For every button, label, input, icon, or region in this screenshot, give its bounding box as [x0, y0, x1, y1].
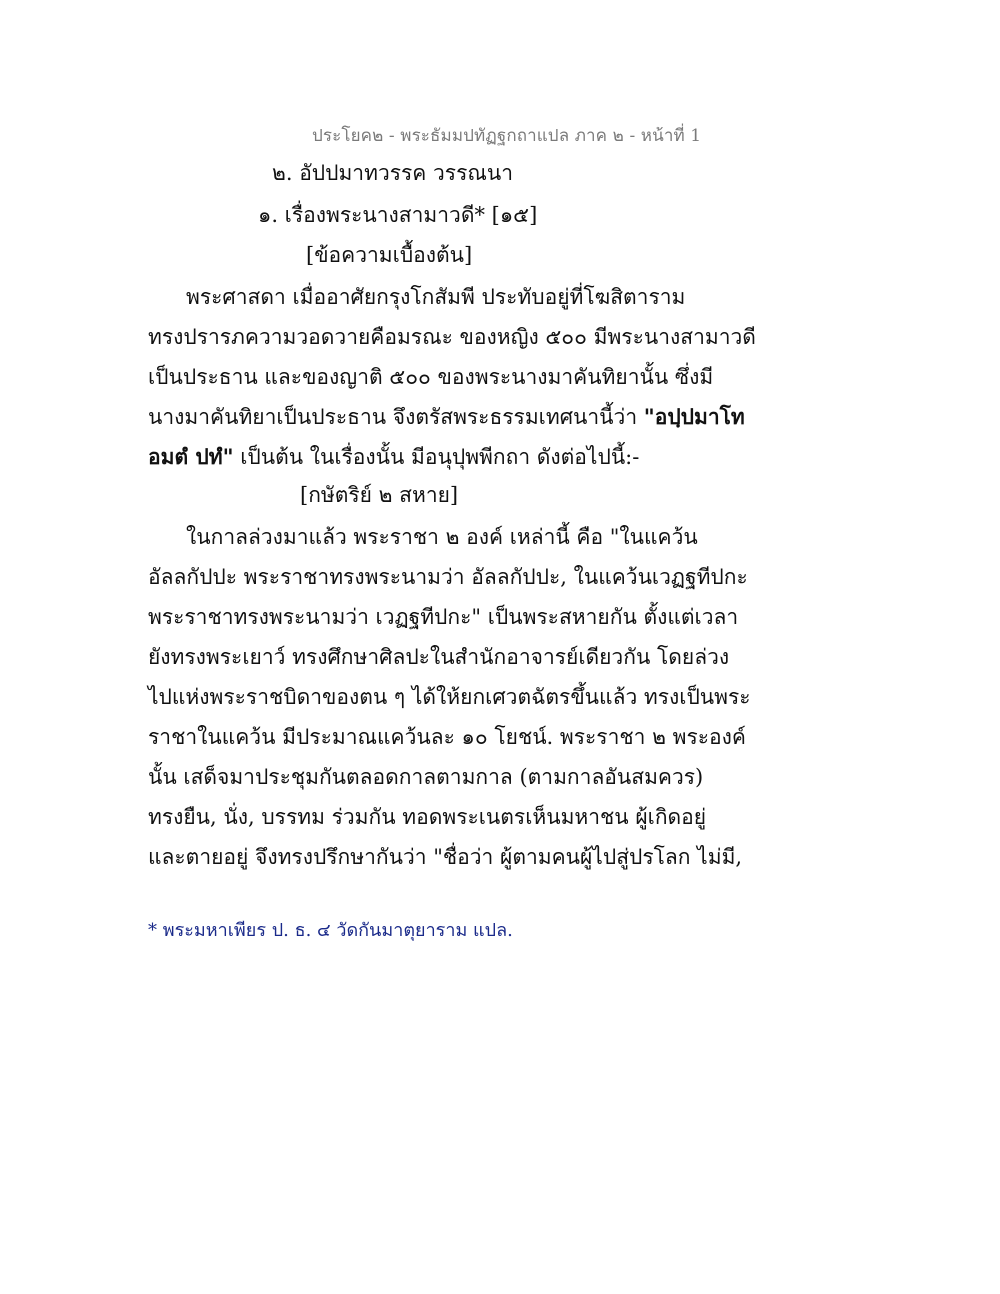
- paragraph-line: พระราชาทรงพระนามว่า เวฏฐทีปกะ" เป็นพระสหายกัน ตั้งแต่เวลา: [148, 605, 739, 629]
- paragraph-line: ในกาลล่วงมาแล้ว พระราชา ๒ องค์ เหล่านี้ คือ "ในแคว้น: [186, 525, 698, 549]
- pali-quote: อมตํ ปทํ": [148, 444, 234, 469]
- chapter-title: ๒. อัปปมาทวรรค วรรณนา: [272, 161, 513, 185]
- section-heading-kings: [กษัตริย์ ๒ สหาย]: [300, 483, 459, 507]
- paragraph-line: ยังทรงพระเยาว์ ทรงศึกษาศิลปะในสำนักอาจารย์เดียวกัน โดยล่วง: [148, 645, 730, 669]
- paragraph-line: เป็นประธาน และของญาติ ๕๐๐ ของพระนางมาคันทิยานั้น ซึ่งมี: [148, 365, 714, 389]
- paragraph-line: ราชาในแคว้น มีประมาณแคว้นละ ๑๐ โยชน์. พระราชา ๒ พระองค์: [148, 725, 746, 749]
- paragraph-text: เป็นต้น ในเรื่องนั้น มีอนุปุพพีกถา ดังต่อไปนี้:-: [233, 445, 640, 469]
- paragraph-line: [148, 442, 708, 472]
- paragraph-line: และตายอยู่ จึงทรงปรึกษากันว่า "ชื่อว่า ผู้ตามคนผู้ไปสู่ปรโลก ไม่มี,: [148, 845, 743, 869]
- pali-quote: "อปฺปมาโท: [643, 404, 745, 429]
- paragraph-line: ไปแห่งพระราชบิดาของตน ๆ ได้ให้ยกเศวตฉัตรขึ้นแล้ว ทรงเป็นพระ: [148, 685, 751, 709]
- paragraph-line: นั้น เสด็จมาประชุมกันตลอดกาลตามกาล (ตามกาลอันสมควร): [148, 765, 704, 789]
- footnote: * พระมหาเพียร ป. ธ. ๔ วัดกันมาตุยาราม แปล.: [148, 920, 513, 941]
- paragraph-line: ทรงยืน, นั่ง, บรรทม ร่วมกัน ทอดพระเนตรเห็นมหาชน ผู้เกิดอยู่: [148, 805, 707, 829]
- story-title: ๑. เรื่องพระนางสามาวดี* [๑๕]: [258, 203, 538, 227]
- paragraph-line: อัลลกัปปะ พระราชาทรงพระนามว่า อัลลกัปปะ, ในแคว้นเวฏฐทีปกะ: [148, 565, 748, 589]
- paragraph-line: [148, 402, 745, 432]
- paragraph-line: พระศาสดา เมื่ออาศัยกรุงโกสัมพี ประทับอยู่ที่โฆสิตาราม: [186, 285, 686, 309]
- paragraph-line: ทรงปรารภความวอดวายคือมรณะ ของหญิง ๕๐๐ มีพระนางสามาวดี: [148, 325, 756, 349]
- section-heading-opening: [ข้อความเบื้องต้น]: [306, 243, 473, 267]
- paragraph-text: นางมาคันทิยาเป็นประธาน จึงตรัสพระธรรมเทศนานี้ว่า: [148, 405, 644, 429]
- running-header: ประโยค๒ - พระธัมมปทัฏฐกถาแปล ภาค ๒ - หน้าที่ 1: [312, 126, 702, 146]
